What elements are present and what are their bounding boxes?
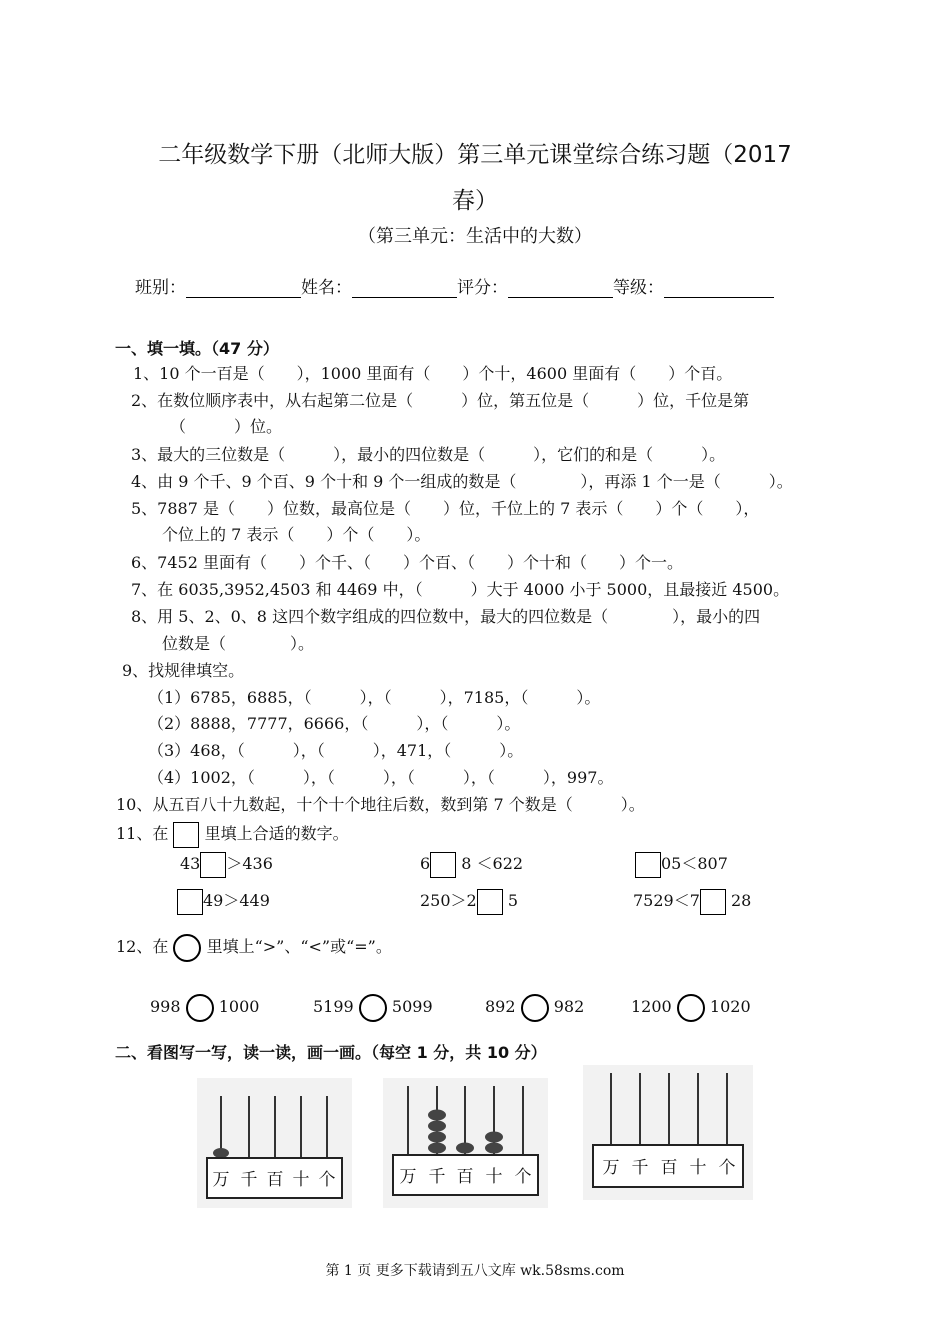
question-8: 8、用 5、2、0、8 这四个数字组成的四位数中，最大的四位数是（ ），最小的四 [131,607,761,626]
abacus-bead [485,1143,503,1154]
student-info-row [135,278,774,298]
answer-box[interactable] [430,852,456,878]
score-label: 评分： [457,278,508,298]
abacus-bead [456,1143,474,1154]
place-label-wan: 万 [399,1167,417,1187]
abacus-1 [197,1078,352,1208]
page-title-line1: 二年级数学下册（北师大版）第三单元课堂综合练习题（2017 [158,142,792,168]
question-1: 1、10 个一百是（ ），1000 里面有（ ）个十，4600 里面有（ ）个百。 [133,364,733,383]
page-footer: 第 1 页 更多下载请到五八文库 wk.58sms.com [325,1263,625,1279]
q11-item-3: 05＜807 [635,850,728,878]
question-2-cont: （ ）位。 [170,417,283,436]
section1-title: 一、填一填。（47 分） [115,339,279,358]
place-label-ge: 个 [514,1167,532,1187]
compare-circle[interactable] [186,994,214,1022]
abacus-bead [485,1132,503,1143]
q11-item-1: 43 ＞436 [180,850,273,878]
class-field[interactable] [186,279,301,298]
page-title-line2: 春） [452,188,498,214]
q11-item-5: 250＞2 5 [420,887,518,915]
grade-label: 等级： [613,278,664,298]
question-2: 2、在数位顺序表中，从右起第二位是（ ）位，第五位是（ ）位，千位是第 [131,391,750,410]
q12-item-2: 5199 5099 [313,992,433,1022]
name-field[interactable] [352,279,457,298]
question-11 [116,820,349,848]
score-field[interactable] [508,279,613,298]
place-label-shi: 十 [292,1170,310,1190]
page-subtitle: （第三单元：生活中的大数） [358,226,592,247]
answer-box[interactable] [200,852,226,878]
question-5: 5、7887 是（ ）位数，最高位是（ ）位，千位上的 7 表示（ ）个（ ）， [131,499,760,518]
place-label-qian: 千 [631,1158,649,1178]
question-12 [116,932,392,962]
place-label-qian: 千 [428,1167,446,1187]
abacus-bead [213,1148,229,1158]
q12-suffix: 里填上“>”、“<”或“=”。 [206,937,392,956]
question-9-3: （3）468，（ ），（ ），471，（ ）。 [148,741,524,760]
abacus-bead [428,1121,446,1132]
answer-box[interactable] [477,889,503,915]
place-label-wan: 万 [602,1158,620,1178]
compare-circle[interactable] [677,994,705,1022]
place-label-ge: 个 [318,1170,336,1190]
place-label-wan: 万 [212,1170,230,1190]
compare-circle[interactable] [521,994,549,1022]
place-label-shi: 十 [485,1167,503,1187]
question-5-cont: 个位上的 7 表示（ ）个（ ）。 [162,525,431,544]
q12-item-3: 892 982 [485,992,584,1022]
q12-prefix: 12、在 [116,937,169,956]
place-label-shi: 十 [689,1158,707,1178]
q11-item-6: 7529＜7 28 [633,887,751,915]
answer-box[interactable] [700,889,726,915]
question-8-cont: 位数是（ ）。 [162,634,315,653]
q11-prefix: 11、在 [116,824,169,843]
place-label-qian: 千 [240,1170,258,1190]
question-10: 10、从五百八十九数起，十个十个地往后数，数到第 7 个数是（ ）。 [116,795,645,814]
abacus-bead [428,1143,446,1154]
question-3: 3、最大的三位数是（ ），最小的四位数是（ ），它们的和是（ ）。 [131,445,726,464]
compare-circle[interactable] [359,994,387,1022]
q11-item-4: 49＞449 [177,887,270,915]
compare-circle-example [173,934,201,962]
question-9: 9、找规律填空。 [122,661,245,680]
question-7: 7、在 6035,3952,4503 和 4469 中，（ ）大于 4000 小于 5000，且最接近 4500。 [131,580,790,599]
abacus-bead [428,1132,446,1143]
question-9-1: （1）6785，6885，（ ），（ ），7185，（ ）。 [148,688,601,707]
place-label-bai: 百 [266,1170,284,1190]
answer-box-example [173,822,199,848]
answer-box[interactable] [635,852,661,878]
question-9-4: （4）1002，（ ），（ ），（ ），（ ），997。 [148,768,614,787]
question-9-2: （2）8888，7777，6666，（ ），（ ）。 [148,714,521,733]
name-label: 姓名： [301,278,352,298]
question-4: 4、由 9 个千、9 个百、9 个十和 9 个一组成的数是（ ），再添 1 个一是（ ）。 [131,472,793,491]
question-6: 6、7452 里面有（ ）个千、（ ）个百、（ ）个十和（ ）个一。 [131,553,683,572]
answer-box[interactable] [177,889,203,915]
abacus-2 [383,1078,548,1208]
grade-field[interactable] [664,279,774,298]
place-label-bai: 百 [660,1158,678,1178]
abacus-3 [583,1065,753,1200]
q11-suffix: 里填上合适的数字。 [204,824,349,843]
place-label-ge: 个 [718,1158,736,1178]
q12-item-1: 998 1000 [150,992,259,1022]
place-label-bai: 百 [456,1167,474,1187]
q12-item-4: 1200 1020 [631,992,751,1022]
section2-title: 二、看图写一写，读一读，画一画。（每空 1 分，共 10 分） [115,1043,547,1062]
q11-item-2: 6 8 ＜622 [420,850,523,878]
abacus-bead [428,1110,446,1121]
class-label: 班别： [135,278,186,298]
